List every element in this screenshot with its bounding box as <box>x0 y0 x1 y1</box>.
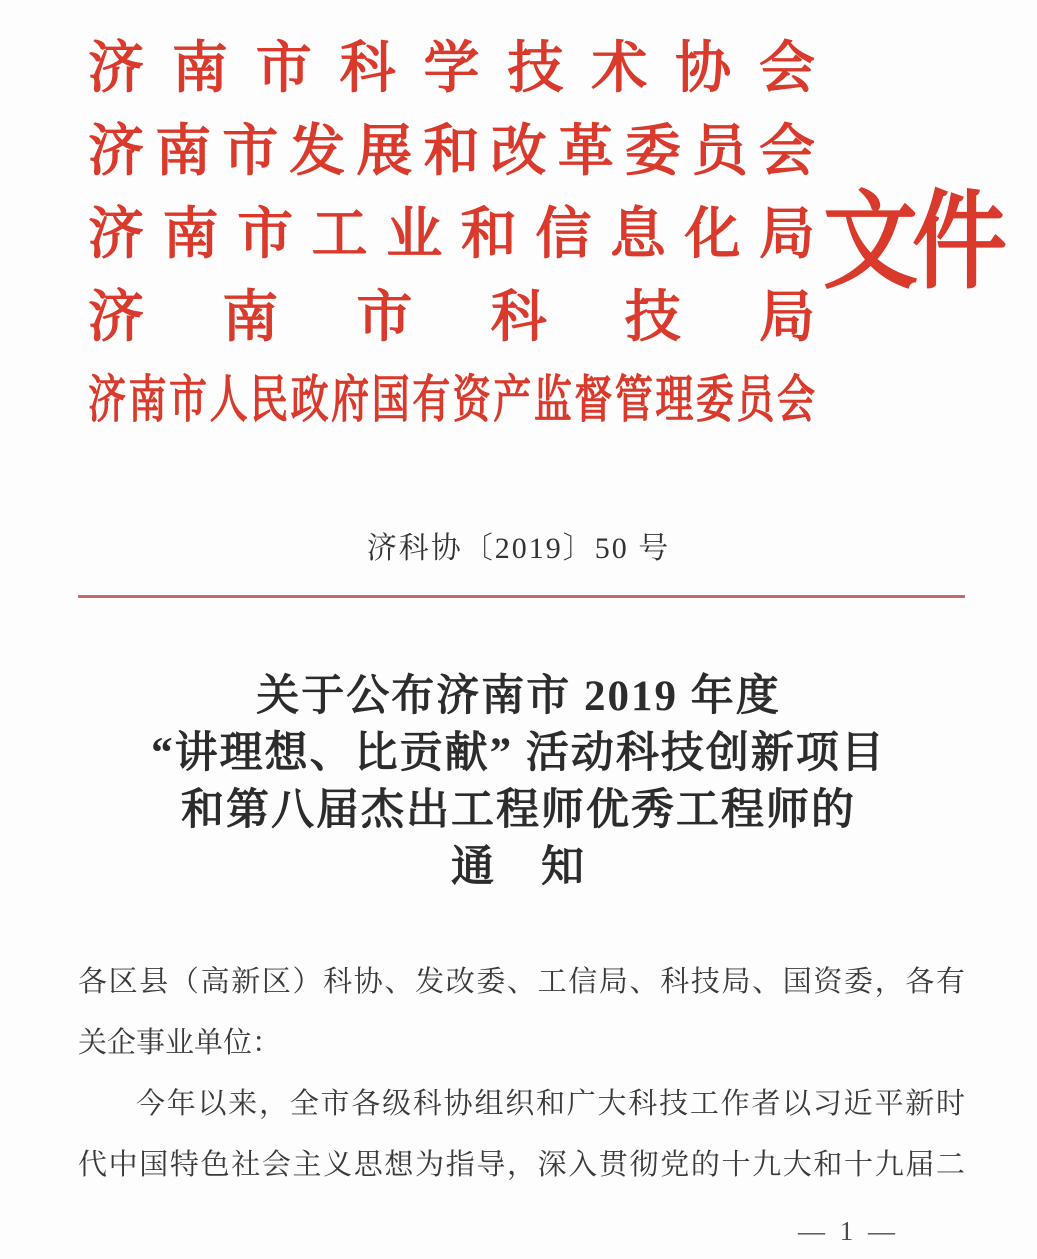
body-line-paragraph-1: 今年以来，全市各级科协组织和广大科技工作者以习近平新时 <box>136 1088 965 1120</box>
body-line-recipients-2: 关企事业单位： <box>78 1027 282 1059</box>
notice-body <box>78 952 965 1196</box>
org-name-sasac: 济南市人民政府国有资产监督管理委员会 <box>88 372 815 430</box>
notice-title-line-1: 关于公布济南市 2019 年度 <box>256 673 781 720</box>
notice-title <box>0 668 1037 896</box>
org-name-science-association: 济南市科学技术协会 <box>88 38 815 100</box>
document-letterhead <box>88 28 1001 443</box>
red-divider-line <box>78 595 965 598</box>
page-number: — 1 — <box>798 1216 899 1246</box>
notice-title-line-3: 和第八届杰出工程师优秀工程师的 <box>181 787 856 834</box>
org-name-industry-information-bureau: 济南市工业和信息化局 <box>88 204 815 266</box>
issuing-org-list <box>88 28 815 443</box>
org-name-development-reform-commission: 济南市发展和改革委员会 <box>88 121 815 183</box>
org-name-science-technology-bureau: 济南市科技局 <box>88 287 815 349</box>
body-line-recipients-1: 各区县（高新区）科协、发改委、工信局、科技局、国资委，各有 <box>78 966 965 998</box>
notice-title-line-2: “讲理想、比贡献” 活动科技创新项目 <box>151 730 886 777</box>
body-line-paragraph-2: 代中国特色社会主义思想为指导，深入贯彻党的十九大和十九届二 <box>78 1149 965 1181</box>
notice-title-line-4: 通 知 <box>451 844 586 891</box>
document-number: 济科协〔2019〕50 号 <box>366 532 671 565</box>
document-mark-label: 文件 <box>822 182 1001 302</box>
